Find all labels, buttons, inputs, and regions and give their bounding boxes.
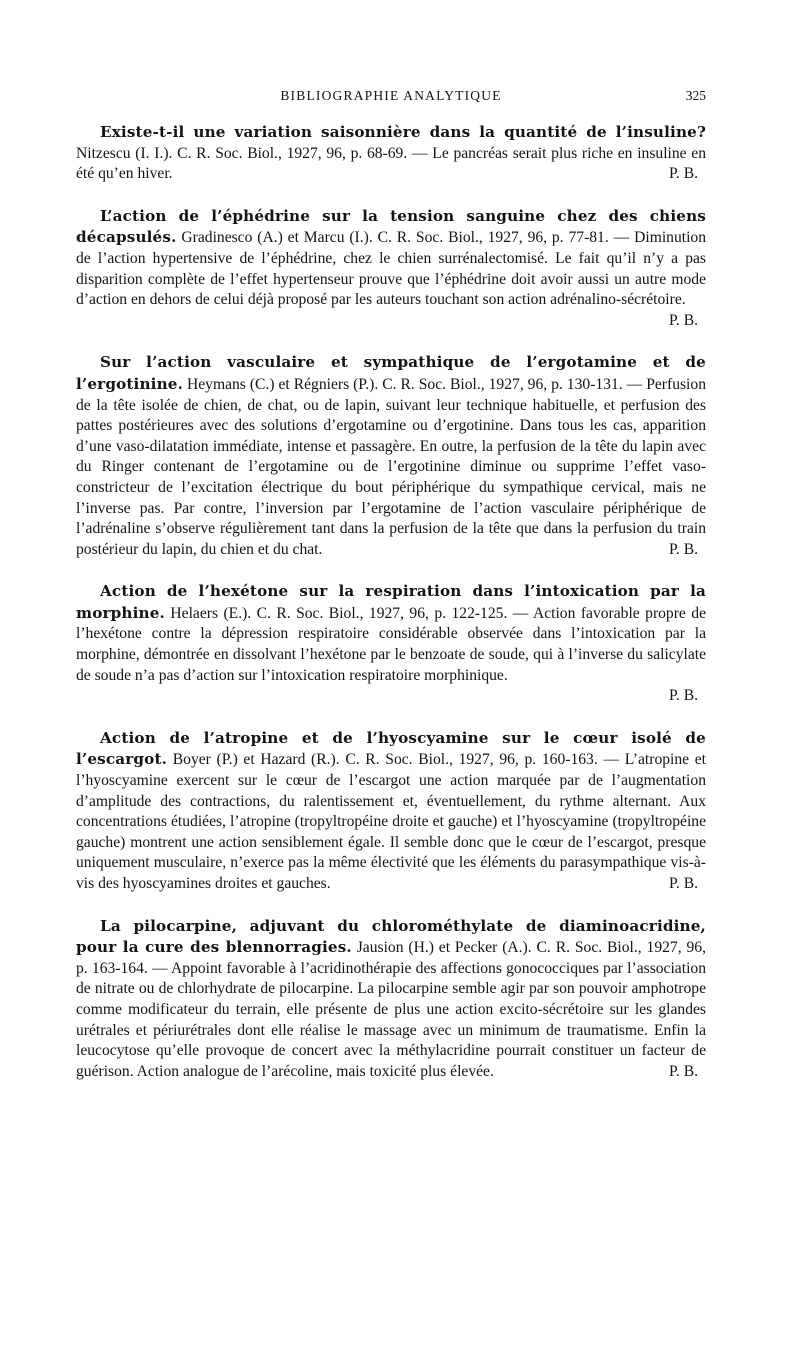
entry-paragraph bbox=[76, 206, 707, 329]
entry-title: Action de l’atropine et de l’hyoscyamine sur le cœur isolé de l’escargot. bbox=[76, 728, 706, 769]
entry-reference: C. R. Soc. Biol., 1927, 96, p. 68-69. bbox=[177, 144, 408, 162]
entry-signature: P. B. bbox=[668, 540, 698, 558]
page-number: 325 bbox=[685, 88, 706, 103]
bibliography-entry bbox=[76, 352, 706, 560]
entry-paragraph bbox=[76, 728, 706, 895]
entry-body: — Diminution de l’action hypertensive de l’éphédrine, chez le chien surrénalectomisé. Le fait qu’il n’y a pas disparition complète de l’effet hypertenseur prouve que l’éphédrine doit avoir aussi un autre mode d’action en dehors de celui déjà proposé par les auteurs touchant son action adrénalino-sécrétoire. bbox=[76, 229, 707, 309]
bibliography-entry bbox=[76, 728, 706, 895]
entry-title: Action de l’hexétone sur la respiration dans l’intoxication par la morphine. bbox=[76, 582, 706, 622]
entry-body: — L’atropine et l’hyoscyamine exercent sur le cœur de l’escargot une action marquée par de l’augmentation d’amplitude des contractions, du ralentissement et, éventuellement, du rythme alternant. Aux concentrations étudiées, l’atropine (tropyltropéine droite et gauche) et l’hyoscyamine (tropyltropéine gauche) montrent une action sensiblement égale. Il semble donc que le cœur de l’escargot, presque uniquement musculaire, n’exerce pas la même électivité que les éléments du parasympathique vis-à-vis des hyoscyamines droites et gauches. bbox=[76, 751, 707, 892]
entry-reference: C. R. Soc. Biol., 1927, 96, p. 122-125. bbox=[256, 604, 508, 622]
entry-authors: Boyer (P.) et Hazard (R.). bbox=[172, 751, 340, 769]
document-page bbox=[76, 84, 706, 1103]
entry-title: Existe-t-il une variation saisonnière dans la quantité de l’insuline? bbox=[100, 123, 706, 141]
running-title: BIBLIOGRAPHIE ANALYTIQUE bbox=[280, 88, 502, 103]
entry-paragraph bbox=[76, 352, 706, 560]
entry-reference: C. R. Soc. Biol., 1927, 96, p. 130-131. bbox=[382, 375, 623, 393]
entry-signature: P. B. bbox=[668, 875, 698, 892]
entry-authors: Jausion (H.) et Pecker (A.). bbox=[356, 939, 532, 957]
entry-authors: Nitzescu (I. I.). bbox=[76, 144, 173, 162]
entry-authors: Helaers (E.). bbox=[170, 604, 252, 622]
entry-title: L’action de l’éphédrine sur la tension sanguine chez des chiens décapsulés. bbox=[76, 206, 706, 247]
bibliography-entry bbox=[76, 916, 706, 1083]
entry-authors: Gradinesco (A.) et Marcu (I.). bbox=[181, 229, 373, 247]
entry-title: La pilocarpine, adjuvant du chlorométhylate de diaminoacridine, pour la cure des blennorragies. bbox=[76, 916, 706, 957]
entry-body: — Le pancréas serait plus riche en insuline en été qu’en hiver. bbox=[76, 144, 707, 183]
entry-title: Sur l’action vasculaire et sympathique de l’ergotamine et de l’ergotinine. bbox=[76, 353, 706, 393]
entry-reference: C. R. Soc. Biol., 1927, 96, p. 160-163. bbox=[345, 751, 598, 769]
entry-paragraph bbox=[76, 122, 706, 185]
entry-signature: P. B. bbox=[668, 1062, 698, 1080]
entry-body: — Action favorable propre de l’hexétone contre la dépression respiratoire considérable observée dans l’intoxication par la morphine, démontrée en dissolvant l’hexétone par le benzoate de soude, qui à l’inverse du salicylate de soude n’a pas d’action sur l’intoxication respiratoire morphinique. bbox=[76, 604, 706, 684]
entry-body: — Appoint favorable à l’acridinothérapie des affections gonococciques par l’association de nitrate ou de chlorhydrate de pilocarpine. La pilocarpine semble agir par son pouvoir amphotrope comme modificateur du terrain, elle présente de plus une action excito-sécrétoire sur les glandes urétrales et périurétrales dont elle réalise le massage avec un minimum de traumatisme. Enfin la leucocytose qu’elle provoque de concert avec la méthylacridine pourrait constituer un facteur de guérison. Action analogue de l’arécoline, mais toxicité plus élevée. bbox=[76, 959, 706, 1080]
entry-body: — Perfusion de la tête isolée de chien, de chat, ou de lapin, suivant leur technique habituelle, et perfusion des pattes postérieures avec des solutions d’ergotamine ou d’ergotinine. Dans tous les cas, apparition d’une vaso-dilatation immédiate, intense et passagère. En outre, la perfusion de la tête du lapin avec du Ringer contenant de l’ergotamine ou de l’ergotinine diminue ou supprime l’effet vaso-constricteur de l’excitation électrique du bout périphérique du sympathique cervical, mais ne l’inverse pas. Par contre, l’inversion par l’ergotamine de l’action vasculaire périphérique de l’adrénaline s’observe régulièrement tant dans la perfusion de la tête que dans la perfusion du train postérieur du lapin, du chien et du chat. bbox=[76, 375, 706, 558]
entry-signature: P. B. bbox=[668, 165, 698, 183]
entry-authors: Heymans (C.) et Régniers (P.). bbox=[186, 375, 379, 393]
running-header bbox=[76, 84, 706, 108]
entry-signature: P. B. bbox=[668, 311, 698, 329]
entry-signature: P. B. bbox=[668, 687, 698, 705]
entry-paragraph bbox=[76, 916, 706, 1083]
bibliography-entry bbox=[76, 122, 706, 185]
bibliography-entry bbox=[76, 581, 706, 707]
entry-paragraph bbox=[76, 581, 706, 707]
entry-reference: C. R. Soc. Biol., 1927, 96, p. 163-164. bbox=[76, 939, 706, 977]
entry-reference: C. R. Soc. Biol., 1927, 96, p. 77-81. bbox=[377, 229, 609, 247]
bibliography-entry bbox=[76, 206, 706, 332]
